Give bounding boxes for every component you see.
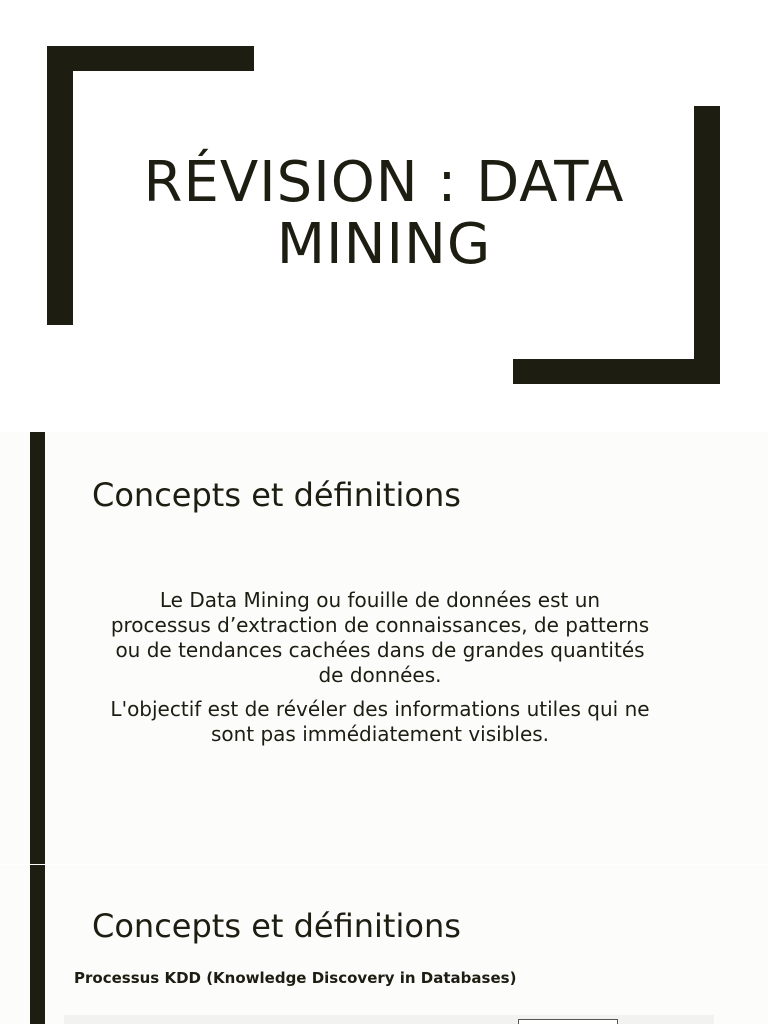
definition-text — [110, 588, 650, 756]
concepts-slide — [0, 432, 768, 864]
slide-heading: Concepts et définitions — [92, 476, 461, 514]
frame-bottom-right-horizontal — [513, 359, 720, 384]
slide-heading: Concepts et définitions — [92, 907, 461, 945]
frame-top-left-horizontal — [47, 46, 254, 71]
slide-title: RÉVISION : DATA MINING — [143, 150, 625, 277]
kdd-slide — [0, 865, 768, 1024]
frame-bottom-right-vertical — [694, 106, 720, 384]
title-slide — [0, 0, 768, 432]
left-accent-bar — [30, 432, 45, 864]
frame-top-left-vertical — [47, 46, 73, 325]
diagram-box — [518, 1019, 618, 1024]
left-accent-bar — [30, 865, 45, 1024]
objective-paragraph: L'objectif est de révéler des informations utiles qui ne sont pas immédiatement visibles. — [110, 697, 650, 746]
kdd-subtitle: Processus KDD (Knowledge Discovery in Databases) — [74, 969, 517, 987]
definition-paragraph: Le Data Mining ou fouille de données est un processus d’extraction de connaissances, de patterns ou de tendances cachées dans de grandes quantités de données. — [110, 588, 650, 687]
